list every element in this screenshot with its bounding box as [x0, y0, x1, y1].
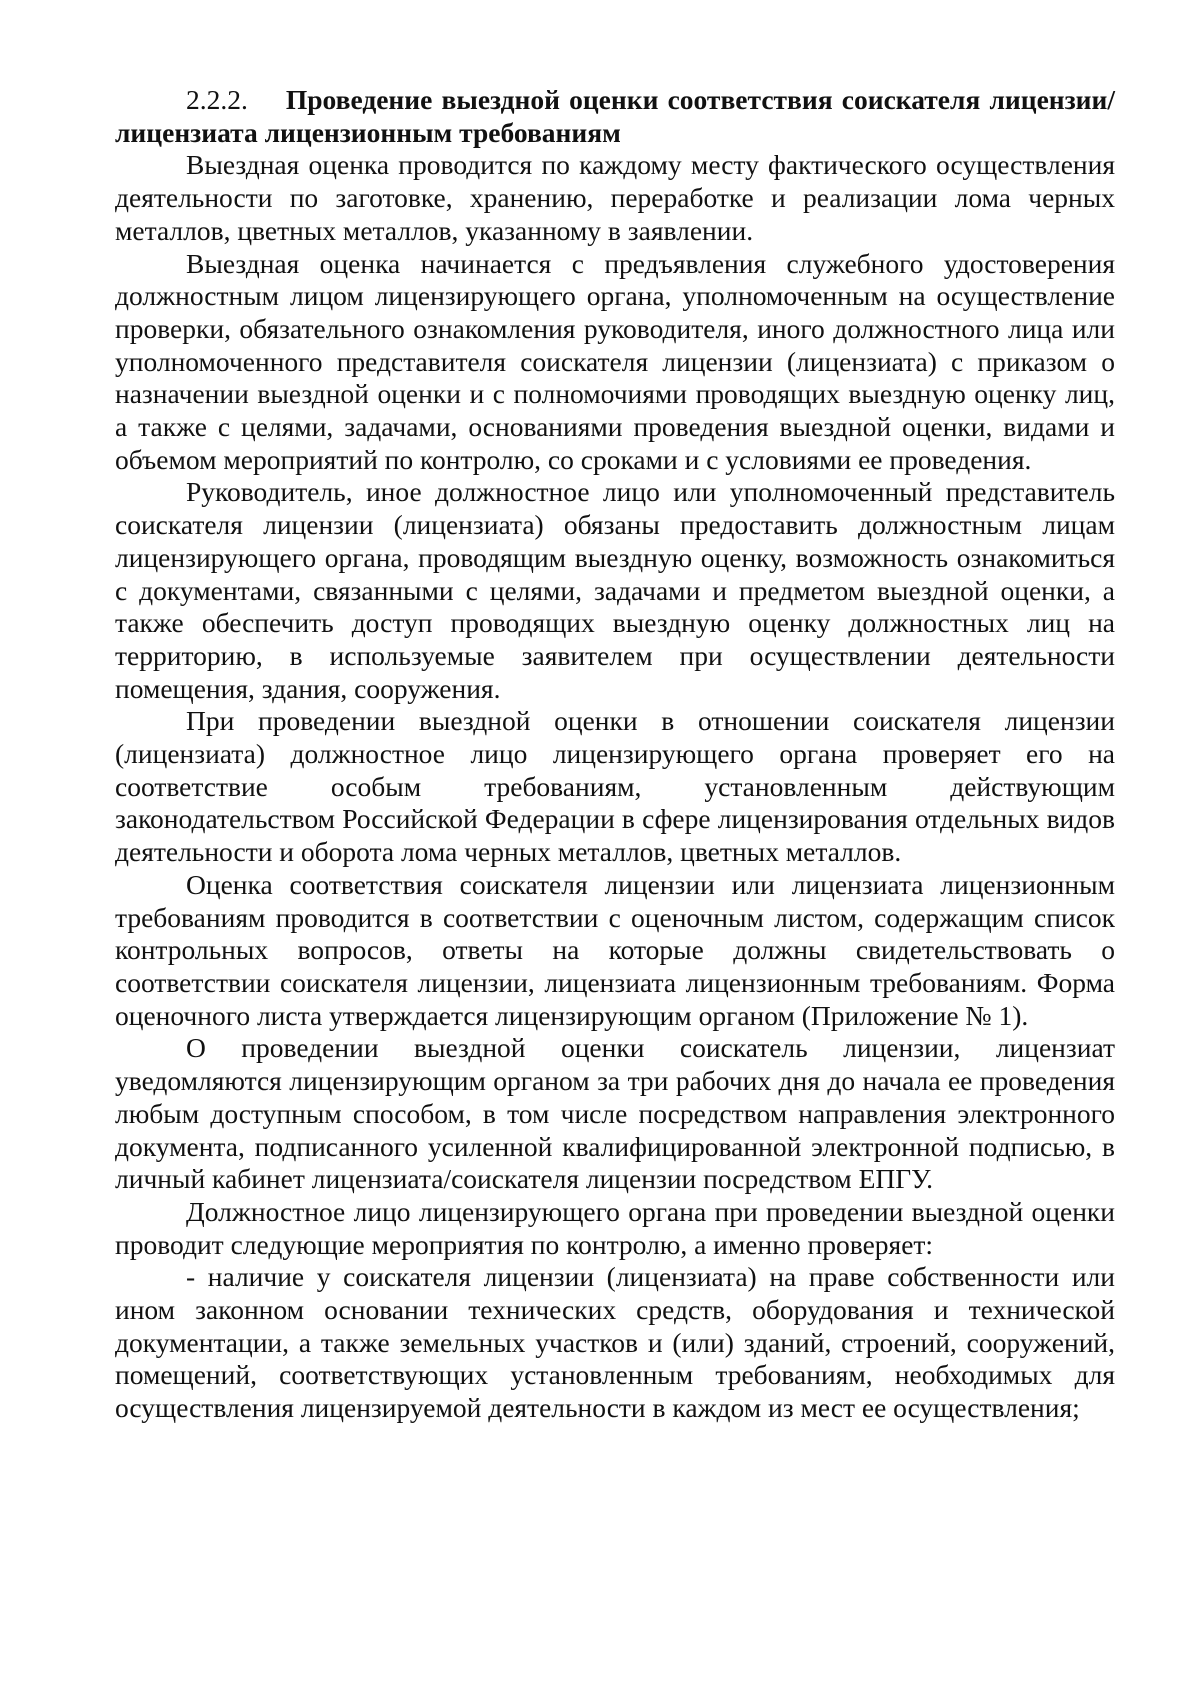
section-heading [115, 84, 1115, 149]
paragraph: Руководитель, иное должностное лицо или уполномоченный представитель соискателя лицензии (лицензиата) обязаны предоставить должностным лицам лицензирующего органа, проводящим выездную оценку, возможность ознакомиться с документами, связанными с целями, задачами и предметом выездной оценки, а также обеспечить доступ проводящих выездную оценку должностных лиц на территорию, в используемые заявителем при осуществлении деятельности помещения, здания, сооружения. [115, 476, 1115, 704]
paragraph: Оценка соответствия соискателя лицензии или лицензиата лицензионным требованиям проводится в соответствии с оценочным листом, содержащим список контрольных вопросов, ответы на которые должны свидетельствовать о соответствии соискателя лицензии, лицензиата лицензионным требованиям. Форма оценочного листа утверждается лицензирующим органом (Приложение № 1). [115, 868, 1115, 1031]
paragraph: Выездная оценка проводится по каждому месту фактического осуществления деятельности по заготовке, хранению, переработке и реализации лома черных металлов, цветных металлов, указанному в заявлении. [115, 149, 1115, 246]
paragraph: Должностное лицо лицензирующего органа при проведении выездной оценки проводит следующие мероприятия по контролю, а именно проверяет: [115, 1195, 1115, 1260]
paragraph: О проведении выездной оценки соискатель лицензии, лицензиат уведомляются лицензирующим органом за три рабочих дня до начала ее проведения любым доступным способом, в том числе посредством направления электронного документа, подписанного усиленной квалифицированной электронной подписью, в личный кабинет лицензиата/соискателя лицензии посредством ЕПГУ. [115, 1032, 1115, 1195]
paragraph: При проведении выездной оценки в отношении соискателя лицензии (лицензиата) должностное лицо лицензирующего органа проверяет его на соответствие особым требованиям, установленным действующим законодательством Российской Федерации в сфере лицензирования отдельных видов деятельности и оборота лома черных металлов, цветных металлов. [115, 705, 1115, 868]
paragraph: Выездная оценка начинается с предъявления служебного удостоверения должностным лицом лицензирующего органа, уполномоченным на осуществление проверки, обязательного ознакомления руководителя, иного должностного лица или уполномоченного представителя соискателя лицензии (лицензиата) с приказом о назначении выездной оценки и с полномочиями проводящих выездную оценку лиц, а также с целями, задачами, основаниями проведения выездной оценки, видами и объемом мероприятий по контролю, со сроками и с условиями ее проведения. [115, 247, 1115, 475]
section-title: Проведение выездной оценки соответствия соискателя лицензии/лицензиата лицензионным требованиям [115, 84, 1115, 148]
list-item: - наличие у соискателя лицензии (лицензиата) на праве собственности или ином законном основании технических средств, оборудования и технической документации, а также земельных участков и (или) зданий, строений, сооружений, помещений, соответствующих установленным требованиям, необходимых для осуществления лицензируемой деятельности в каждом из мест ее осуществления; [115, 1261, 1115, 1424]
section-number: 2.2.2. [186, 84, 248, 115]
document-page [115, 84, 1115, 1425]
